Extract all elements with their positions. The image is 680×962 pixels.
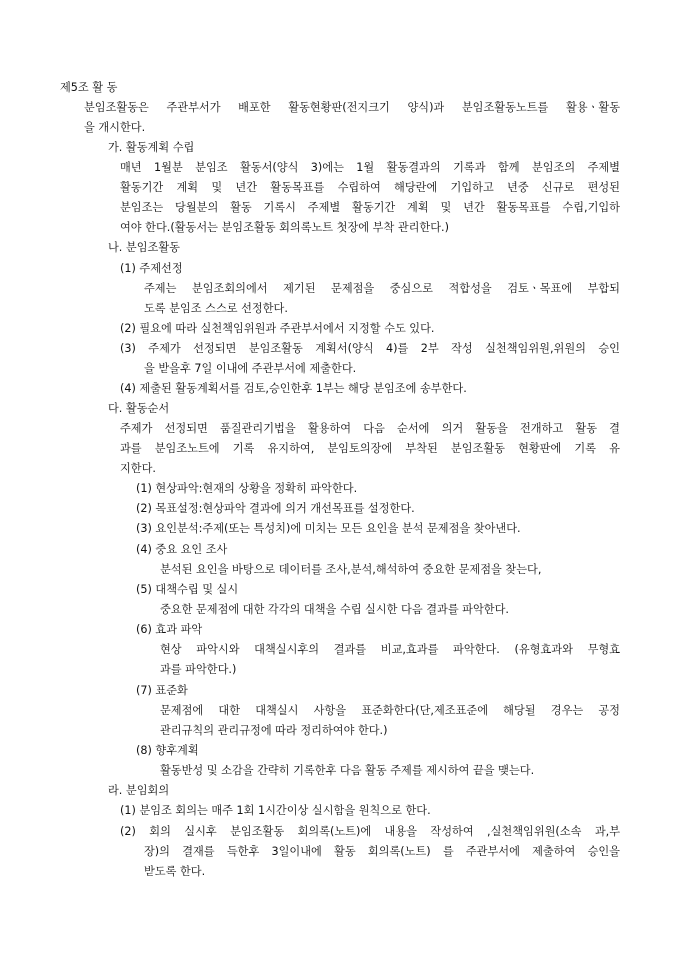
section-ra-heading: 라. 분임회의 <box>108 784 170 797</box>
section-da-step: (3) 요인분석:주제(또는 특성치)에 미치는 모든 요인을 분석 문제점을 찾아낸다. <box>136 522 521 535</box>
section-da-step-body: 중요한 문제점에 대한 각각의 대책을 수립 실시한 다음 결과를 파악한다. <box>160 603 509 616</box>
section-na-heading: 나. 분임조활동 <box>108 241 180 254</box>
section-na-item: (3) 주제가 선정되면 분임조활동 계획서(양식 4)를 2부 작성 실천책임위원,위원의 승인 <box>120 342 620 355</box>
section-ga-body-line: 활동기간 계획 및 년간 활동목표를 수립하여 해당란에 기입하고 년중 신규로 편성된 <box>120 181 620 194</box>
section-da-step-body: 관리규칙의 관리규정에 따라 정리하여야 한다.) <box>160 724 388 737</box>
section-na-item: (4) 제출된 활동계획서를 검토,승인한후 1부는 해당 분임조에 송부한다. <box>120 382 467 395</box>
section-da-step-label: (8) 향후계획 <box>136 744 199 757</box>
section-na-item-cont: 을 받을후 7일 이내에 주관부서에 제출한다. <box>144 362 357 375</box>
section-ra-item-cont: 받도록 한다. <box>144 865 206 878</box>
section-da-step-body: 문제점에 대한 대책실시 사항을 표준화한다(단,제조표준에 해당될 경우는 공정 <box>160 704 620 717</box>
section-da-body-line: 주제가 선정되면 품질관리기법을 활용하여 다음 순서에 의거 활동을 전개하고 활동 결 <box>120 422 620 435</box>
section-da-body-line: 지한다. <box>120 462 156 475</box>
section-na-item: (2) 필요에 따라 실천책임위원과 주관부서에서 지정할 수도 있다. <box>120 322 435 335</box>
article-intro-line: 을 개시한다. <box>84 121 146 134</box>
section-da-step-label: (7) 표준화 <box>136 684 188 697</box>
section-da-step-body: 과를 파악한다.) <box>160 663 237 676</box>
section-ra-item: (2) 회의 실시후 분임조활동 회의록(노트)에 내용을 작성하여 ,실천책임위원(소속 과,부 <box>120 825 620 838</box>
section-na-item-body-line: 주제는 분임조회의에서 제기된 문제점을 중심으로 적합성을 검토ㆍ목표에 부합되 <box>144 282 620 295</box>
article-intro-line: 분임조활동은 주관부서가 배포한 활동현황판(전지크기 양식)과 분임조활동노트를 활용ㆍ활동 <box>84 101 620 114</box>
section-na-item-body-line: 도록 분임조 스스로 선정한다. <box>144 302 288 315</box>
section-da-step-body: 활동반성 및 소감을 간략히 기록한후 다음 활동 주제를 제시하여 끝을 맺는다. <box>160 764 535 777</box>
section-na-item-label: (1) 주제선정 <box>120 262 183 275</box>
section-da-step: (1) 현상파악:현재의 상황을 정확히 파악한다. <box>136 482 358 495</box>
section-da-step-label: (4) 중요 요인 조사 <box>136 543 228 556</box>
section-da-step-body: 분석된 요인을 바탕으로 데이터를 조사,분석,해석하여 중요한 문제점을 찾는다, <box>160 563 542 576</box>
section-da-step-body: 현상 파악시와 대책실시후의 결과를 비교,효과를 파악한다. (유형효과와 무형효 <box>160 643 620 656</box>
section-ga-heading: 가. 활동계획 수립 <box>108 141 195 154</box>
section-da-heading: 다. 활동순서 <box>108 402 170 415</box>
section-ga-body-line: 여야 한다.(활동서는 분임조활동 회의록노트 첫장에 부착 관리한다.) <box>120 221 449 234</box>
section-ra-item-cont: 장)의 결재를 득한후 3일이내에 활동 회의록(노트) 를 주관부서에 제출하여 승인을 <box>144 845 620 858</box>
section-da-step-label: (5) 대책수립 및 실시 <box>136 583 239 596</box>
section-da-step-label: (6) 효과 파악 <box>136 623 203 636</box>
section-da-body-line: 과를 분임조노트에 기록 유지하여, 분임토의장에 부착된 분임조활동 현황판에 기록 유 <box>120 442 620 455</box>
section-ra-item: (1) 분임조 회의는 매주 1회 1시간이상 실시함을 원칙으로 한다. <box>120 804 431 817</box>
section-ga-body-line: 분임조는 당월분의 활동 기록시 주제별 활동기간 계획 및 년간 활동목표를 수립,기입하 <box>120 201 620 214</box>
section-ga-body-line: 매년 1월분 분임조 활동서(양식 3)에는 1월 활동결과의 기록과 함께 분임조의 주제별 <box>120 161 620 174</box>
section-da-step: (2) 목표설정:현상파악 결과에 의거 개선목표를 설정한다. <box>136 502 415 515</box>
article-title: 제5조 활 동 <box>60 81 118 94</box>
